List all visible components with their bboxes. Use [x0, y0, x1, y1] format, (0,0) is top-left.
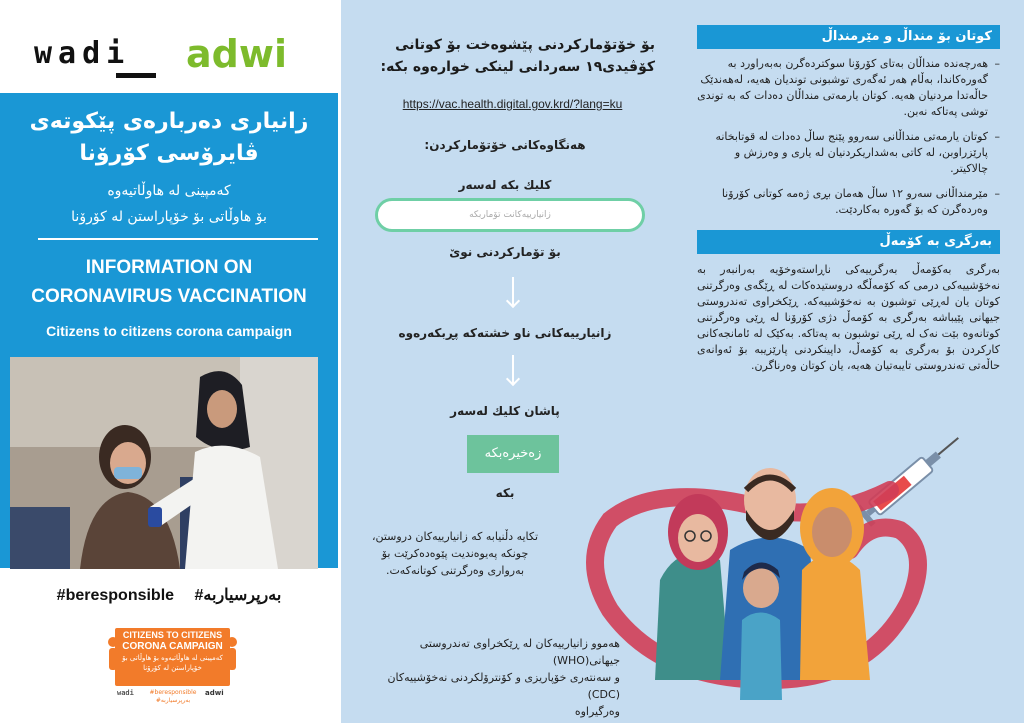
- hashtags: [0, 585, 338, 605]
- bullet-text: کوتان یارمەتی منداڵانی سەروو پێنج ساڵ دەدات لە قوتابخانە پارێزراوبن، لە کاتی بەشداریکردنیان لە یاری و وەرزش و چالاکیتر.: [715, 130, 988, 175]
- vaccination-photo: [10, 357, 318, 569]
- list-item: [697, 186, 1000, 218]
- bullet-dash: –: [994, 130, 1000, 143]
- registration-title-line-2: کۆڤیدی١٩ سەردانی لینکی خوارەوە بکە:: [380, 59, 655, 75]
- wadi-logo: wadi: [34, 36, 131, 71]
- partner-logos: [0, 28, 338, 88]
- bullet-text: مێرمنداڵانی سەرو ١٢ ساڵ هەمان بڕی ژەمە کوتانی کۆرۆنا وەردەگرن کە بۆ گەورە بەکاردێت.: [721, 187, 988, 216]
- left-panel: [0, 0, 338, 723]
- wadi-logo-bar: [116, 73, 156, 78]
- steps-heading: هەنگاوەکانی خۆتۆمارکردن:: [424, 138, 586, 152]
- sources-line-1: هەموو زانیارییەکان لە ڕێکخراوی تەندروستی جیهانی(WHO): [419, 637, 620, 667]
- section-children-heading: کوتان بۆ منداڵ و مێرمنداڵ: [697, 25, 1000, 49]
- list-item: [697, 129, 1000, 177]
- grandmother-figure: [655, 494, 730, 680]
- section-herd-immunity-heading: بەرگری بە کۆمەڵ: [697, 230, 1000, 254]
- herd-immunity-paragraph: بەرگری بەکۆمەڵ بەرگرییەکی ناڕاستەوخۆیە بەرانبەر بە نەخۆشییەکی درمی کە کۆمەڵگە دروستیدەکات لە ڕێگەی وەرگرتنی کوتان یان لەڕێی توشبون بە نەخۆشییەکە. ڕێکخراوی تەندروستی جیهانی پێیباشە بەرگری بە کۆمەڵ دژی کۆرۆنا لە ڕێی وەرگرتنی کوتانەوە بێت نەک لە ڕێی توشبون بە پەتاکە. بەکێک لە ئامانجەکانی کارکردن بۆ بەرگری بە کۆمەڵ، داپینکردنی پارێزیبە بۆ ئەوانەی حاڵەتی تەندروستی تایبەتیان هەیە، یان کوتان وەرناگرن.: [697, 263, 1000, 372]
- bullet-dash: –: [994, 57, 1000, 70]
- step-4-text: پاشان کلیك لەسەر: [450, 404, 560, 418]
- hashtag-ku: #بەرپرسیاربە: [194, 587, 282, 604]
- step-1-text: کلیك بکە لەسەر: [458, 178, 552, 192]
- campaign-hashtags: [149, 689, 197, 705]
- subtitle-ku-line-2: بۆ هاوڵاتی بۆ خۆپاراستن لە کۆرۆنا: [71, 209, 267, 225]
- adwi-logo: [186, 32, 287, 76]
- children-bullets: [697, 56, 1000, 227]
- campaign-ku-line-2: خۆپاراستن لە کۆرۆنا: [143, 664, 202, 672]
- campaign-line-2: CORONA CAMPAIGN: [122, 641, 223, 652]
- bullet-dash: –: [994, 187, 1000, 200]
- registration-link[interactable]: https://vac.health.digital.gov.krd/?lang=ku: [402, 97, 623, 111]
- note-line-3: بەرواری وەرگرتنی کوتانەکەت.: [385, 564, 525, 577]
- campaign-line-1: CITIZENS TO CITIZENS: [122, 630, 223, 640]
- campaign-wadi-logo: wadi: [117, 689, 134, 697]
- step-2-text: بۆ تۆمارکردنی نوێ: [449, 245, 561, 259]
- family-illustration: [570, 410, 1024, 710]
- page-subtitle-en: Citizens to citizens corona campaign: [46, 323, 292, 339]
- mother-figure: [800, 488, 870, 680]
- campaign-adwi-logo: adwi: [205, 689, 224, 697]
- campaign-hashtag-en: #beresponsible: [149, 689, 197, 696]
- page-title-en: [10, 253, 328, 311]
- note-line-2: چونکە پەیوەندیت پێوەدەکرێت بۆ: [381, 547, 529, 560]
- title-en-line-1: INFORMATION ON: [85, 257, 253, 278]
- list-item: [697, 56, 1000, 120]
- registration-title: [355, 34, 655, 78]
- accuracy-note: [355, 528, 555, 579]
- campaign-hashtag-ku: #بەرپرسیاربە: [155, 697, 191, 704]
- sources-line-2: و سەنتەری خۆپاریزی و کۆنترۆلکردنی نەخۆشییەکان (CDC): [387, 671, 620, 701]
- register-info-button[interactable]: زانیارییەکانت تۆماربکە: [375, 198, 645, 232]
- campaign-logo: [105, 622, 240, 714]
- step-3-text: زانیارییەکانی ناو خشتەکە پڕبکەرەوە: [398, 326, 612, 340]
- page-subtitle-ku: [10, 178, 328, 230]
- note-line-1: تکایە دڵنیابە کە زانیارییەکان دروستن،: [371, 530, 539, 543]
- campaign-ku-line-1: کەمپینی لە هاوڵاتیەوە بۆ هاوڵاتی بۆ: [122, 654, 223, 662]
- registration-title-line-1: بۆ خۆتۆمارکردنی پێشوەخت بۆ کوتانی: [395, 37, 655, 53]
- title-divider: [38, 238, 318, 240]
- save-button[interactable]: زەخیرەبکە: [467, 435, 559, 473]
- syringe-icon: [856, 429, 966, 527]
- bullet-text: هەرچەندە منداڵان بەتای کۆرۆنا سوکتردەگرن بەبەراورد بە گەورەکاندا، بەڵام هەر ئەگەری توشبونی توندیان هەیە، لەهەندێک حاڵەتدا مردنیان هەیە. کوتان یارمەتی منداڵان دەدات کە بە توندی توشی پەتاکە نەبن.: [697, 57, 988, 118]
- sources-line-3: وەرگیراوە: [574, 705, 620, 718]
- subtitle-ku-line-1: کەمپینی لە هاوڵاتیەوە: [107, 183, 231, 199]
- hashtag-en: #beresponsible: [56, 587, 175, 604]
- step-5-text: بکە: [495, 486, 515, 500]
- title-en-line-2: CORONAVIRUS VACCINATION: [31, 286, 307, 307]
- child-figure: [740, 562, 782, 700]
- page-title-ku: زانیاری دەربارەی پێکوتەی ڤایرۆسی کۆرۆنا: [29, 109, 309, 166]
- campaign-ku-text: [115, 653, 230, 673]
- adwi-logo-text: adwi: [186, 32, 287, 76]
